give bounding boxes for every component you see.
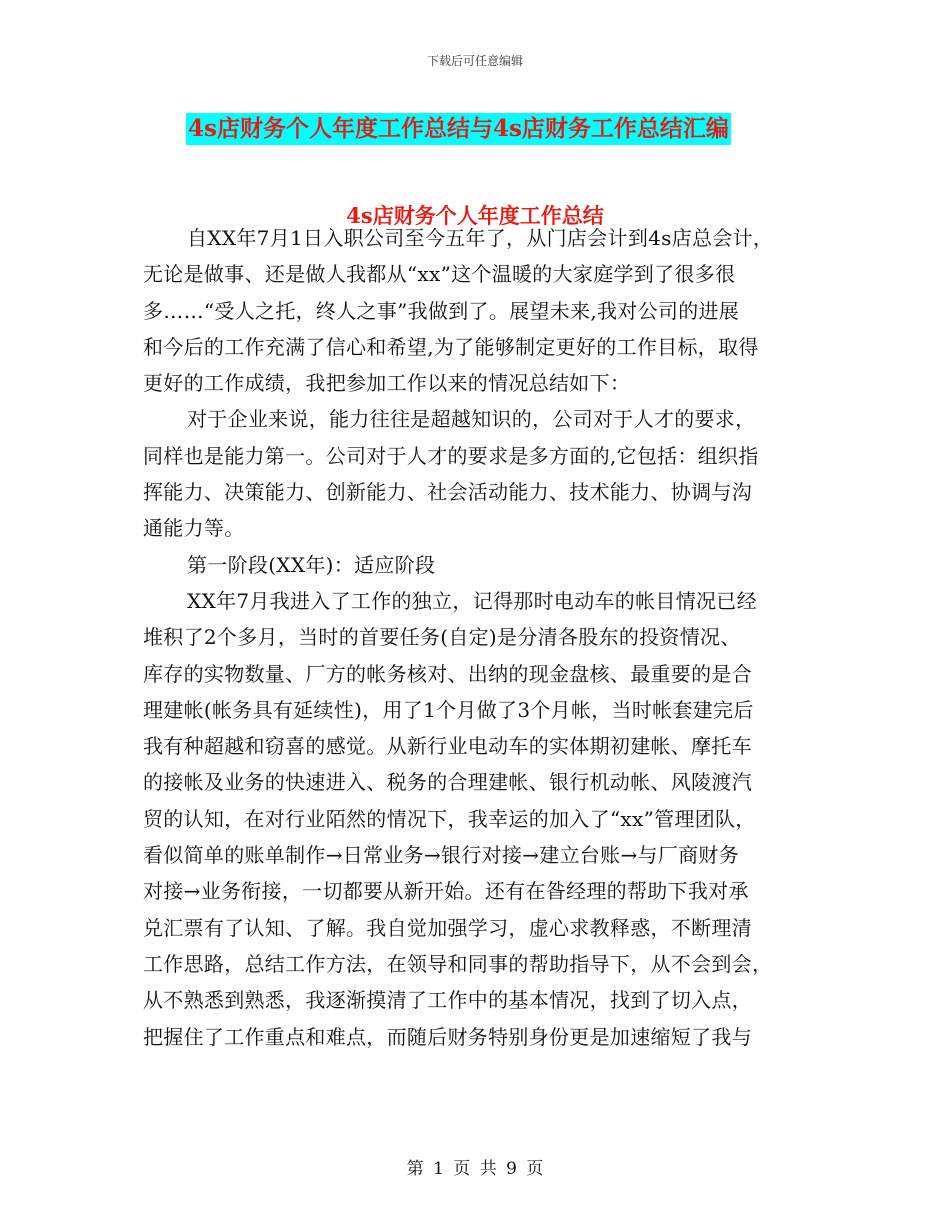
body-text-line: 兑汇票有了认知、了解。我自觉加强学习，虚心求教释惑，不断理清 [143,915,752,940]
page-footer-number: 第 1 页 共 9 页 [406,1159,544,1179]
body-text-line: 同样也是能力第一。公司对于人才的要求是多方面的,它包括：组织指 [143,443,759,468]
body-text-line: 贸的认知，在对行业陌然的情况下，我幸运的加入了“xx”管理团队， [143,806,756,831]
section-title: 4s店财务个人年度工作总结 [346,203,604,228]
body-text-line: 对接→业务衔接，一切都要从新开始。还有在昝经理的帮助下我对承 [143,879,749,904]
body-text-line: 堆积了2个多月，当时的首要任务(自定)是分清各股东的投资情况、 [143,625,741,650]
body-text-line: 更好的工作成绩，我把参加工作以来的情况总结如下： [143,371,631,396]
body-text-line: 的接帐及业务的快速进入、税务的合理建帐、银行机动帐、风陵渡汽 [143,770,752,795]
body-text-line: 挥能力、决策能力、创新能力、社会活动能力、技术能力、协调与沟 [143,480,752,505]
body-text-line: 看似简单的账单制作→日常业务→银行对接→建立台账→与厂商财务 [143,843,740,868]
body-text-line: 多……“受人之托，终人之事”我做到了。展望未来,我对公司的进展 [143,298,740,323]
body-text-line: 对于企业来说，能力往往是超越知识的，公司对于人才的要求， [187,407,756,432]
body-text-line: 从不熟悉到熟悉，我逐渐摸清了工作中的基本情况，找到了切入点， [143,988,752,1013]
body-text-line: XX年7月我进入了工作的独立，记得那时电动车的帐目情况已经 [187,588,757,613]
body-text-line: 和今后的工作充满了信心和希望,为了能够制定更好的工作目标，取得 [143,334,759,359]
body-text-line: 库存的实物数量、厂方的帐务核对、出纳的现金盘核、最重要的是合 [143,661,752,686]
body-text-line: 无论是做事、还是做人我都从“xx”这个温暖的大家庭学到了很多很 [143,262,736,287]
body-text-line: 第一阶段(XX年)：适应阶段 [187,552,436,577]
document-main-title: 4s店财务个人年度工作总结与4s店财务工作总结汇编 [186,113,731,145]
body-text-line: 工作思路，总结工作方法，在领导和同事的帮助指导下，从不会到会， [143,951,773,976]
body-text-line: 我有种超越和窃喜的感觉。从新行业电动车的实体期初建帐、摩托车 [143,734,752,759]
document-body [143,220,808,1055]
body-text-line: 自XX年7月1日入职公司至今五年了，从门店会计到4s店总会计， [187,226,774,250]
body-text-line: 理建帐(帐务具有延续性)，用了1个月做了3个月帐，当时帐套建完后 [143,697,754,722]
body-text-line: 通能力等。 [143,516,245,541]
body-text-line: 把握住了工作重点和难点，而随后财务特别身份更是加速缩短了我与 [143,1024,752,1049]
page-header-note: 下载后可任意编辑 [426,54,523,68]
